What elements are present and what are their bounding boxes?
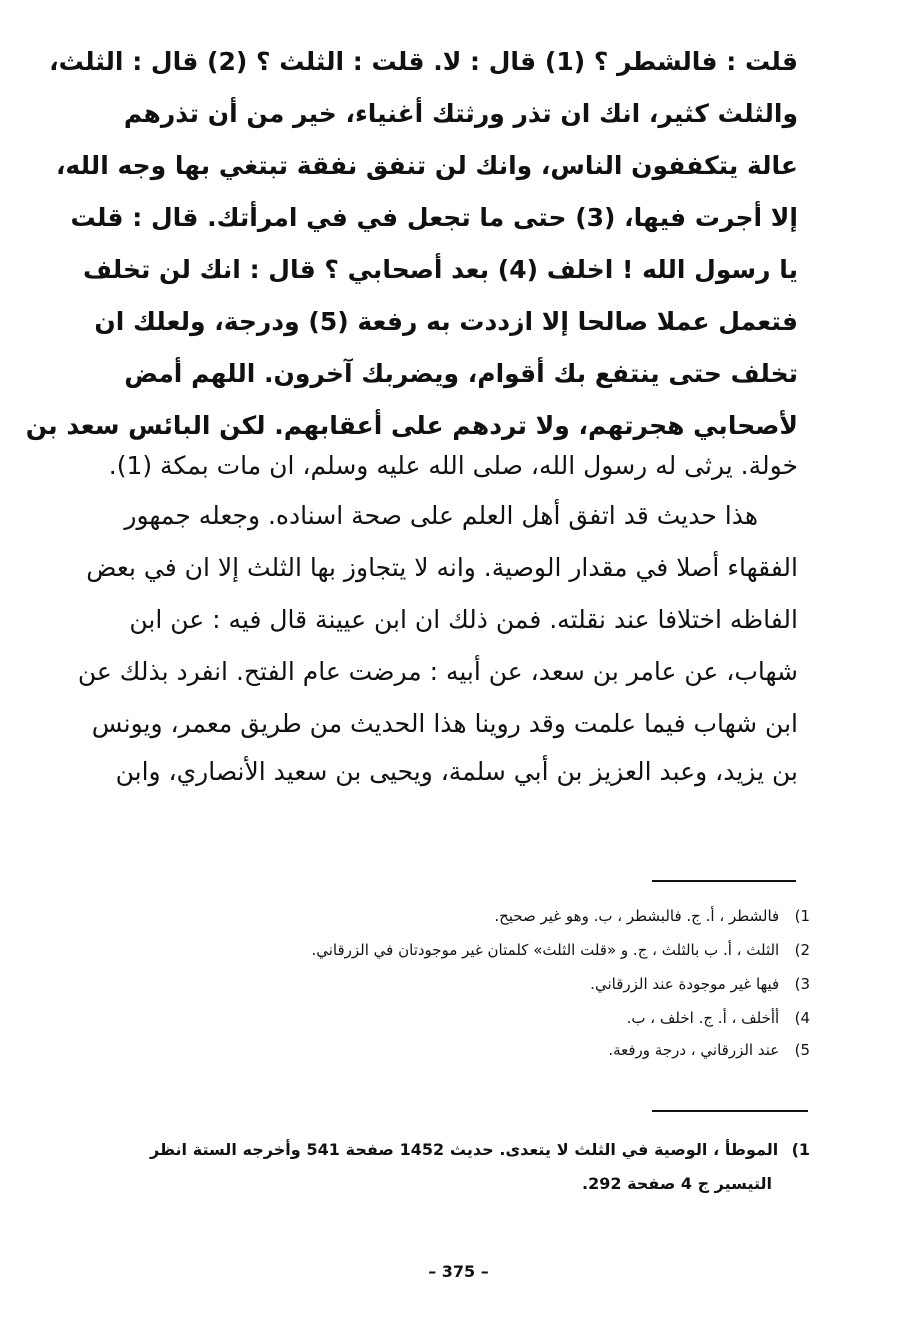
footnote-text: فالشطر ، أ. ج. فالبشطر ، ب. وهو غير صحيح. — [494, 907, 780, 925]
footnote-variant — [120, 970, 810, 998]
footnote-number: 4) — [794, 1009, 810, 1027]
footnote-source-continuation: التيسير ج 4 صفحة 292. — [582, 1174, 772, 1193]
body-line: شهاب، عن عامر بن سعد، عن أبيه : مرضت عام الفتح. انفرد بذلك عن — [77, 657, 798, 686]
body-line: الفقهاء أصلا في مقدار الوصية. وانه لا يتجاوز بها الثلث إلا ان في بعض — [86, 553, 798, 582]
body-line: والثلث كثير، انك ان تذر ورثتك أغنياء، خير من أن تذرهم — [123, 99, 798, 128]
footnote-number: 2) — [794, 941, 810, 959]
body-line: قلت : فالشطر ؟ (1) قال : لا. قلت : الثلث ؟ (2) قال : الثلث، — [49, 47, 798, 76]
body-line: إلا أجرت فيها، (3) حتى ما تجعل في في امرأتك. قال : قلت — [70, 203, 798, 232]
footnote-text: الموطأ ، الوصية في الثلث لا يتعدى. حديث 1452 صفحة 541 وأخرجه الستة انظر — [150, 1140, 779, 1159]
footnote-number: 1) — [794, 907, 810, 925]
footnote-separator — [652, 880, 796, 882]
footnote-separator — [652, 1110, 808, 1112]
body-line: لأصحابي هجرتهم، ولا تردهم على أعقابهم. لكن البائس سعد بن — [25, 411, 798, 440]
body-line: فتعمل عملا صالحا إلا ازددت به رفعة (5) ودرجة، ولعلك ان — [94, 307, 798, 336]
body-line: بن يزيد، وعبد العزيز بن أبي سلمة، ويحيى بن سعيد الأنصاري، وابن — [115, 757, 798, 786]
footnote-number: 3) — [794, 975, 810, 993]
footnote-text: فيها غير موجودة عند الزرقاني. — [590, 975, 780, 993]
footnote-text: عند الزرقاني ، درجة ورفعة. — [608, 1041, 780, 1059]
footnote-source — [150, 1134, 810, 1166]
footnote-variant — [120, 1036, 810, 1064]
body-line: يا رسول الله ! اخلف (4) بعد أصحابي ؟ قال : انك لن تخلف — [82, 255, 798, 284]
paragraph-first-line: هذا حديث قد اتفق أهل العلم على صحة اسناده. وجعله جمهور — [124, 501, 758, 530]
body-line: تخلف حتى ينتفع بك أقوام، ويضربك آخرون. اللهم أمض — [124, 359, 798, 388]
footnote-variant — [120, 902, 810, 930]
footnote-number: 5) — [794, 1041, 810, 1059]
body-line: ابن شهاب فيما علمت وقد روينا هذا الحديث من طريق معمر، ويونس — [91, 709, 798, 738]
body-line: الفاظه اختلافا عند نقلته. فمن ذلك ان ابن عيينة قال فيه : عن ابن — [129, 605, 798, 634]
body-line: خولة. يرثى له رسول الله، صلى الله عليه وسلم، ان مات بمكة (1). — [108, 451, 798, 480]
page-number: – 375 – — [428, 1262, 489, 1281]
footnote-variant — [120, 936, 810, 964]
footnote-text: الثلث ، أ. ب بالثلث ، ج. و «قلت الثلث» كلمتان غير موجودتان في الزرقاني. — [311, 941, 780, 959]
footnote-variant — [120, 1004, 810, 1032]
footnote-number: 1) — [791, 1140, 811, 1159]
footnote-text: أأخلف ، أ. ج. اخلف ، ب. — [626, 1009, 780, 1027]
body-line: عالة يتكففون الناس، وانك لن تنفق نفقة تبتغي بها وجه الله، — [55, 151, 798, 180]
